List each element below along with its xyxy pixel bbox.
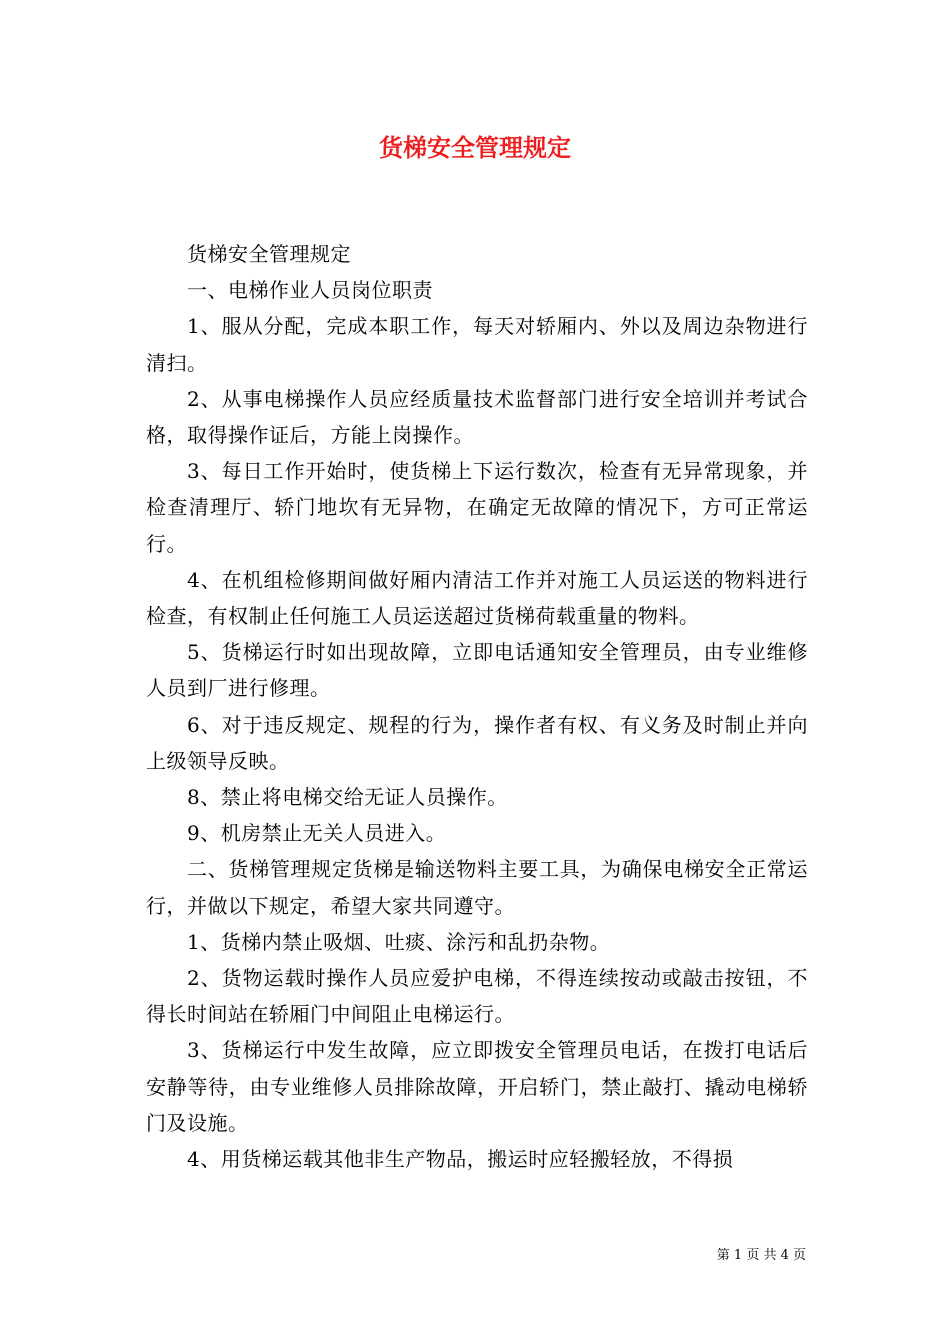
- paragraph: 货梯安全管理规定: [187, 242, 351, 266]
- paragraph: 4、用货梯运载其他非生产物品，搬运时应轻搬轻放，不得损: [187, 1147, 734, 1172]
- page-number: 第 1 页 共 4 页: [716, 1248, 806, 1263]
- paragraph: 3、每日工作开始时，使货梯上下运行数次，检查有无异常现象，并检查清理厅、轿门地坎有无异物，在确定无故障的情况下，方可正常运行。: [146, 459, 808, 556]
- paragraph: 4、在机组检修期间做好厢内清洁工作并对施工人员运送的物料进行检查，有权制止任何施工人员运送超过货梯荷载重量的物料。: [146, 567, 808, 629]
- document-title: 货梯安全管理规定: [379, 133, 571, 162]
- paragraph: 3、货梯运行中发生故障，应立即拨安全管理员电话，在拨打电话后安静等待，由专业维修人员排除故障，开启轿门，禁止敲打、撬动电梯轿门及设施。: [146, 1038, 808, 1135]
- paragraph: 1、货梯内禁止吸烟、吐痰、涂污和乱扔杂物。: [187, 929, 611, 954]
- document-body: [146, 236, 808, 1177]
- paragraph: 8、禁止将电梯交给无证人员操作。: [187, 785, 508, 810]
- paragraph: 9、机房禁止无关人员进入。: [187, 821, 447, 846]
- paragraph: 6、对于违反规定、规程的行为，操作者有权、有义务及时制止并向上级领导反映。: [146, 712, 808, 773]
- paragraph: 5、货梯运行时如出现故障，立即电话通知安全管理员，由专业维修人员到厂进行修理。: [146, 640, 808, 701]
- section-heading: 二、货梯管理规定货梯是输送物料主要工具，为确保电梯安全正常运行，并做以下规定，希望大家共同遵守。: [146, 857, 808, 918]
- paragraph: 2、从事电梯操作人员应经质量技术监督部门进行安全培训并考试合格，取得操作证后，方能上岗操作。: [146, 386, 808, 448]
- paragraph: 1、服从分配，完成本职工作，每天对轿厢内、外以及周边杂物进行清扫。: [146, 314, 808, 375]
- paragraph: 2、货物运载时操作人员应爱护电梯，不得连续按动或敲击按钮，不得长时间站在轿厢门中间阻止电梯运行。: [146, 966, 808, 1027]
- section-heading: 一、电梯作业人员岗位职责: [187, 278, 433, 303]
